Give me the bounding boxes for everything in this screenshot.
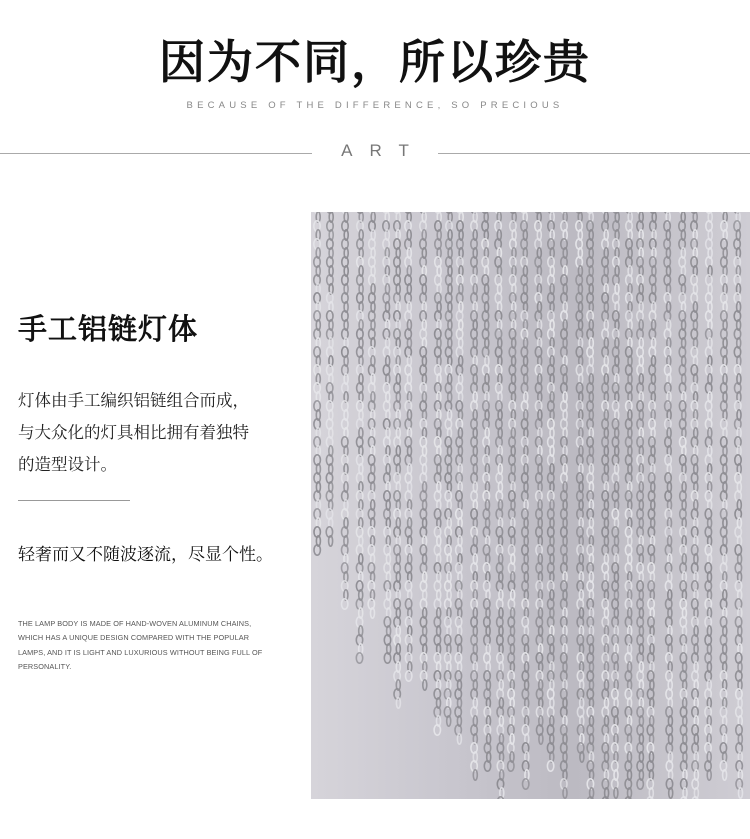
english-line: WHICH HAS A UNIQUE DESIGN COMPARED WITH THE POPULAR <box>18 633 250 643</box>
description-line: 的造型设计。 <box>18 455 117 474</box>
subheadline: BECAUSE OF THE DIFFERENCE, SO PRECIOUS <box>186 100 564 111</box>
description-line: 灯体由手工编织铝链组合而成， <box>18 391 249 410</box>
feature-description <box>18 385 249 481</box>
feature-tagline: 轻奢而又不随波逐流，尽显个性。 <box>18 545 273 565</box>
section-label: ART <box>341 141 426 160</box>
english-description <box>18 617 308 674</box>
product-photo <box>311 212 750 799</box>
feature-title: 手工铝链灯体 <box>18 312 199 346</box>
english-line: LAMPS, AND IT IS LIGHT AND LUXURIOUS WITHOUT BEING FULL OF <box>18 647 263 657</box>
short-divider <box>18 500 130 501</box>
divider-right <box>438 153 750 154</box>
divider-left <box>0 153 312 154</box>
english-line: THE LAMP BODY IS MADE OF HAND-WOVEN ALUMINUM CHAINS, <box>18 619 252 628</box>
description-line: 与大众化的灯具相比拥有着独特 <box>18 423 249 442</box>
chain-strands-image <box>311 212 750 799</box>
english-line: PERSONALITY. <box>18 661 72 671</box>
headline: 因为不同，所以珍贵 <box>159 35 591 89</box>
